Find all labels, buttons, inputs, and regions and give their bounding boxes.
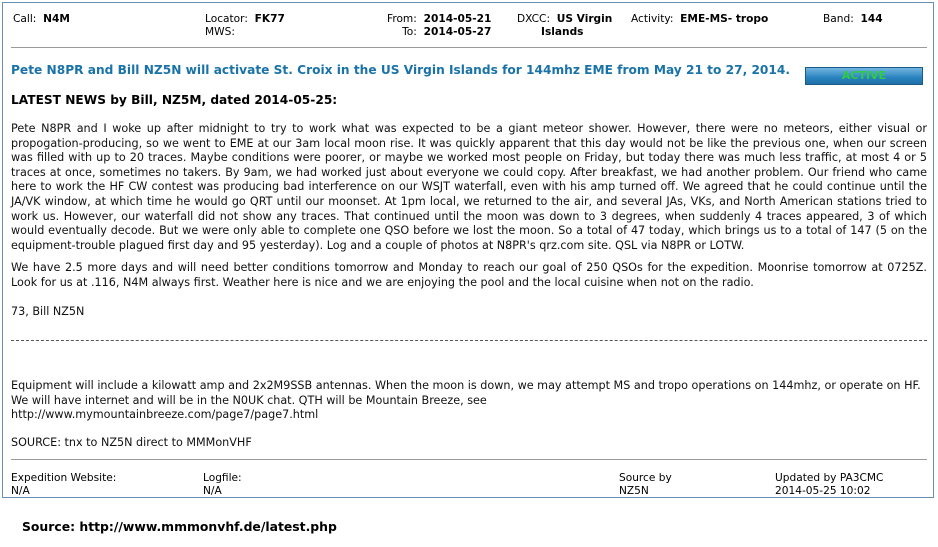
dxcc-label: DXCC: — [517, 13, 551, 25]
dashed-divider — [11, 340, 927, 341]
call-field — [13, 13, 70, 26]
updated-label: Updated by PA3CMC — [775, 472, 884, 484]
from-label: From: — [387, 13, 417, 25]
logfile-value: N/A — [203, 485, 222, 497]
website-value: N/A — [11, 485, 30, 497]
equipment-line-1: Equipment will include a kilowatt amp and 2x2M9SSB antennas. When the moon is down, we may attempt MS and tropo operations on 144mhz, or operate on HF. — [11, 379, 921, 392]
source-caption: Source: http://www.mmmonvhf.de/latest.php — [22, 519, 337, 534]
expedition-panel — [2, 2, 934, 498]
dxcc-value-line2: Islands — [541, 26, 584, 38]
activity-field — [631, 13, 768, 26]
date-field — [387, 13, 491, 39]
signoff: 73, Bill NZ5N — [11, 305, 85, 318]
sourceby-field — [619, 472, 672, 498]
sourceby-value: NZ5N — [619, 485, 649, 497]
news-paragraph-2: We have 2.5 more days and will need better conditions tomorrow and Monday to reach our goal of 250 QSOs for the expedition. Moonrise tomorrow at 0725Z. Look for us at .116, N4M always first. Weather here is nice and we are enjoying the pool and the local cuisine when not on the radio. — [11, 261, 927, 289]
locator-field — [205, 13, 285, 39]
to-value: 2014-05-27 — [423, 26, 492, 38]
activity-label: Activity: — [631, 13, 674, 25]
logfile-field — [203, 472, 242, 498]
call-label: Call: — [13, 13, 37, 25]
activity-value: EME-MS- tropo — [680, 13, 769, 25]
expedition-headline: Pete N8PR and Bill NZ5N will activate St. Croix in the US Virgin Islands for 144mhz EME from May 21 to 27, 2014. — [11, 63, 791, 77]
to-label: To: — [402, 26, 417, 38]
logfile-label: Logfile: — [203, 472, 242, 484]
dxcc-value: US Virgin — [556, 13, 613, 25]
sourceby-label: Source by — [619, 472, 672, 484]
equipment-paragraph — [11, 379, 927, 423]
updated-field — [775, 472, 883, 498]
news-title: LATEST NEWS by Bill, NZ5M, dated 2014-05-25: — [11, 93, 338, 107]
band-value: 144 — [860, 13, 883, 25]
locator-label: Locator: — [205, 13, 248, 25]
website-label: Expedition Website: — [11, 472, 117, 484]
from-value: 2014-05-21 — [423, 13, 492, 25]
band-field — [823, 13, 883, 26]
updated-value: 2014-05-25 10:02 — [775, 485, 871, 497]
band-label: Band: — [823, 13, 854, 25]
mws-label: MWS: — [205, 26, 235, 38]
footer-divider — [11, 459, 927, 460]
website-field — [11, 472, 116, 498]
equipment-line-2: We will have internet and will be in the N0UK chat. QTH will be Mountain Breeze, see — [11, 393, 487, 407]
news-paragraph-1: Pete N8PR and I woke up after midnight to try to work what was expected to be a giant meteor shower. However, there were no meteors, either visual or propogation-producing, so we went to EME at our 3am local moon rise. It was quickly apparent that this day would not be like the previous one, when our screen was filled with up to 20 traces. Maybe conditions were poorer, or maybe we worked most people on Friday, but today there was much less traffic, at most 4 or 5 traces at once, sometimes no takers. By 9am, we had worked just about everyone we could copy. After breakfast, we had another problem. Our friend who came here to work the HF CW contest was producing bad interference on our WSJT waterfall, even with his amp turned off. We agreed that he could continue until the JA/VK window, at which time he would go QRT until our moonset. At 1pm local, we returned to the air, and several JAs, VKs, and North American stations tried to work us. However, our waterfall did not show any traces. That continued until the moon was down to 3 degrees, when suddenly 4 traces appeared, 3 of which would eventually decode. But we were only able to complete one QSO before we lost the moon. So a total of 47 today, which brings us to a total of 147 (5 on the equipment-trouble plagued first day and 95 yesterday). Log and a couple of photos at N8PR's qrz.com site. QSL via N8PR or LOTW. — [11, 122, 927, 252]
locator-value: FK77 — [254, 13, 285, 25]
call-value: N4M — [43, 13, 70, 25]
source-line: SOURCE: tnx to NZ5N direct to MMMonVHF — [11, 436, 252, 449]
qth-link[interactable]: http://www.mymountainbreeze.com/page7/page7.html — [11, 408, 319, 422]
header-divider — [11, 47, 927, 48]
dxcc-field — [517, 13, 612, 39]
status-badge: ACTIVE — [805, 67, 923, 85]
